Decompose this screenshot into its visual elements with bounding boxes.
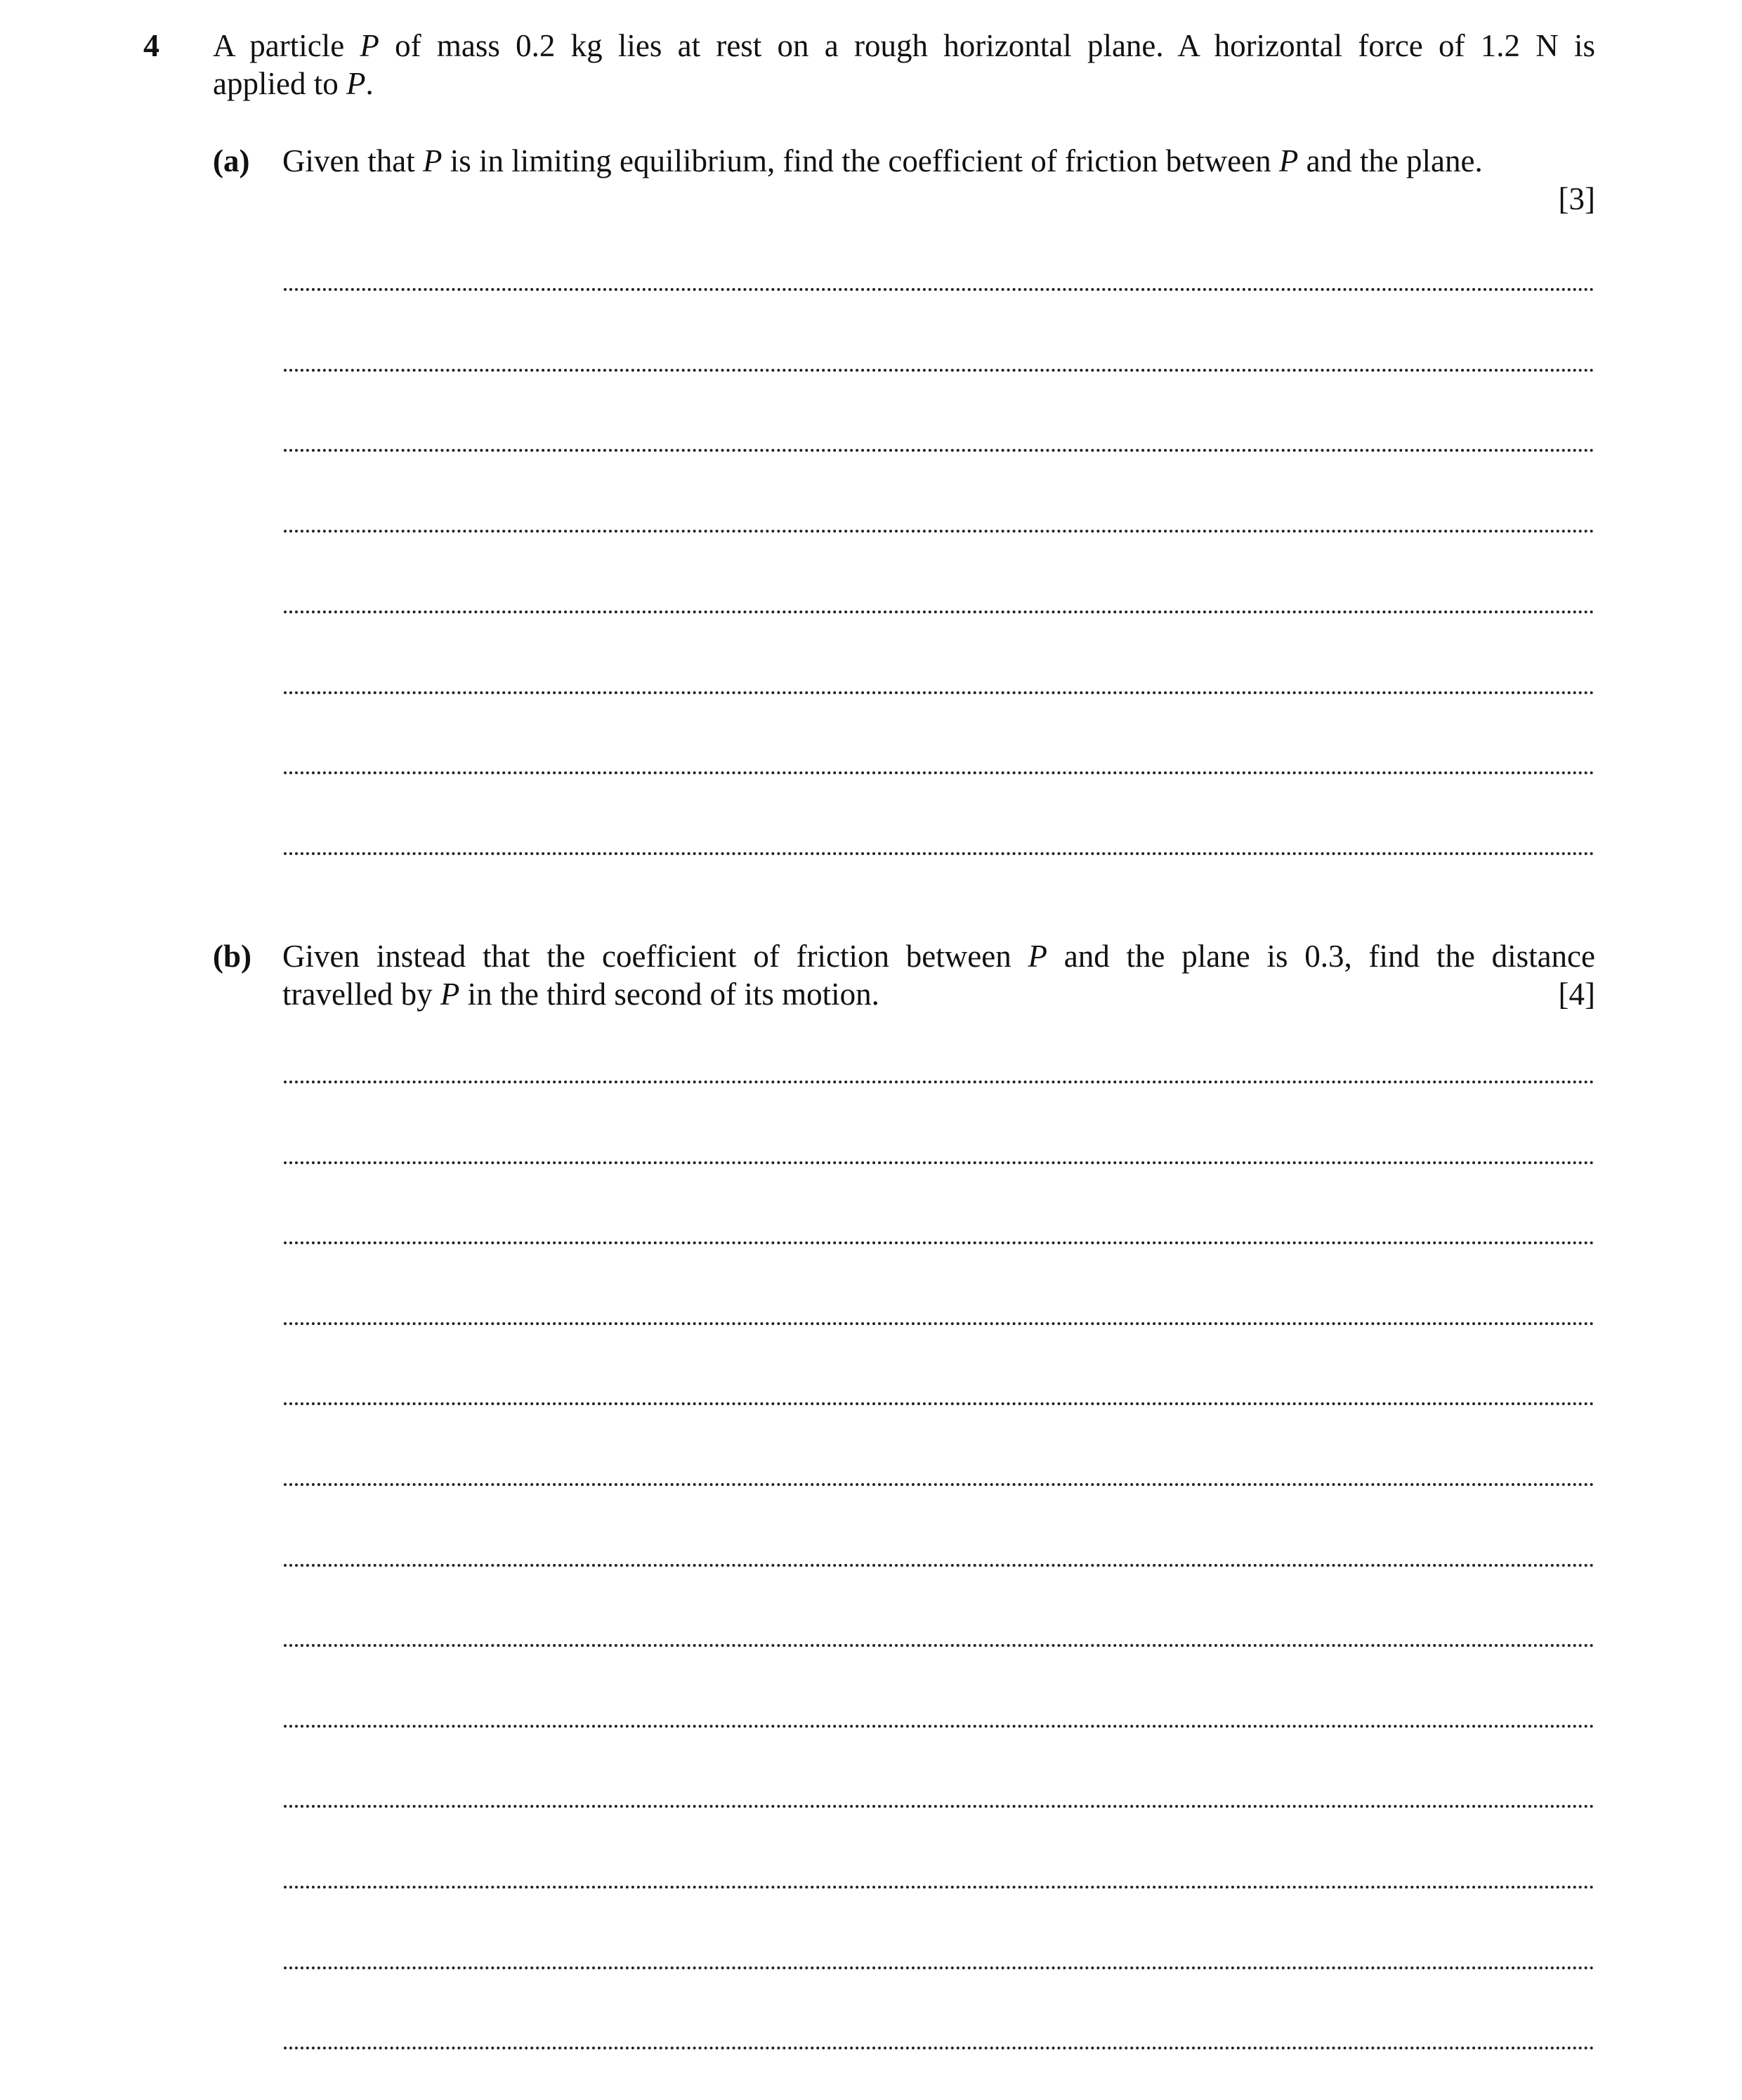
part-b-text-line-1: Given instead that the coefficient of friction between P and the plane is 0.3, find the distance xyxy=(282,939,1595,974)
part-b-answer-line[interactable] xyxy=(284,1402,1594,1405)
part-b-label: (b) xyxy=(213,939,251,974)
part-a-answer-line[interactable] xyxy=(284,288,1594,291)
part-b-answer-line[interactable] xyxy=(284,1725,1594,1728)
part-a-answer-line[interactable] xyxy=(284,691,1594,694)
part-a-answer-line[interactable] xyxy=(284,611,1594,613)
part-b-answer-line[interactable] xyxy=(284,1081,1594,1083)
question-stem xyxy=(213,27,1595,103)
part-a-answer-line[interactable] xyxy=(284,369,1594,372)
part-b-answer-line[interactable] xyxy=(284,1322,1594,1325)
part-b-answer-line[interactable] xyxy=(284,1564,1594,1567)
part-b-marks: [4] xyxy=(1558,977,1595,1012)
part-a-answer-line[interactable] xyxy=(284,771,1594,774)
question-number: 4 xyxy=(143,27,159,63)
question-stem-line-2: applied to P. xyxy=(213,66,374,101)
part-b-text-line-2: travelled by P in the third second of its motion. xyxy=(282,977,879,1012)
part-b-answer-line[interactable] xyxy=(284,1805,1594,1808)
part-a-marks: [3] xyxy=(1558,181,1595,216)
question-stem-line-1: A particle P of mass 0.2 kg lies at rest on a rough horizontal plane. A horizontal force of 1.2 N is xyxy=(213,28,1595,63)
part-b-answer-line[interactable] xyxy=(284,1886,1594,1889)
part-a-text: Given that P is in limiting equilibrium, find the coefficient of friction between P and the plane. xyxy=(282,143,1483,178)
part-a-answer-line[interactable] xyxy=(284,449,1594,452)
part-a-label: (a) xyxy=(213,143,250,178)
part-a-answer-line[interactable] xyxy=(284,530,1594,533)
part-b-answer-line[interactable] xyxy=(284,1161,1594,1164)
part-a-answer-line[interactable] xyxy=(284,852,1594,855)
part-b-answer-line[interactable] xyxy=(284,1967,1594,1969)
part-b-answer-line[interactable] xyxy=(284,2047,1594,2049)
part-b-answer-line[interactable] xyxy=(284,1483,1594,1486)
part-b-answer-line[interactable] xyxy=(284,1241,1594,1244)
part-b-answer-line[interactable] xyxy=(284,1644,1594,1647)
